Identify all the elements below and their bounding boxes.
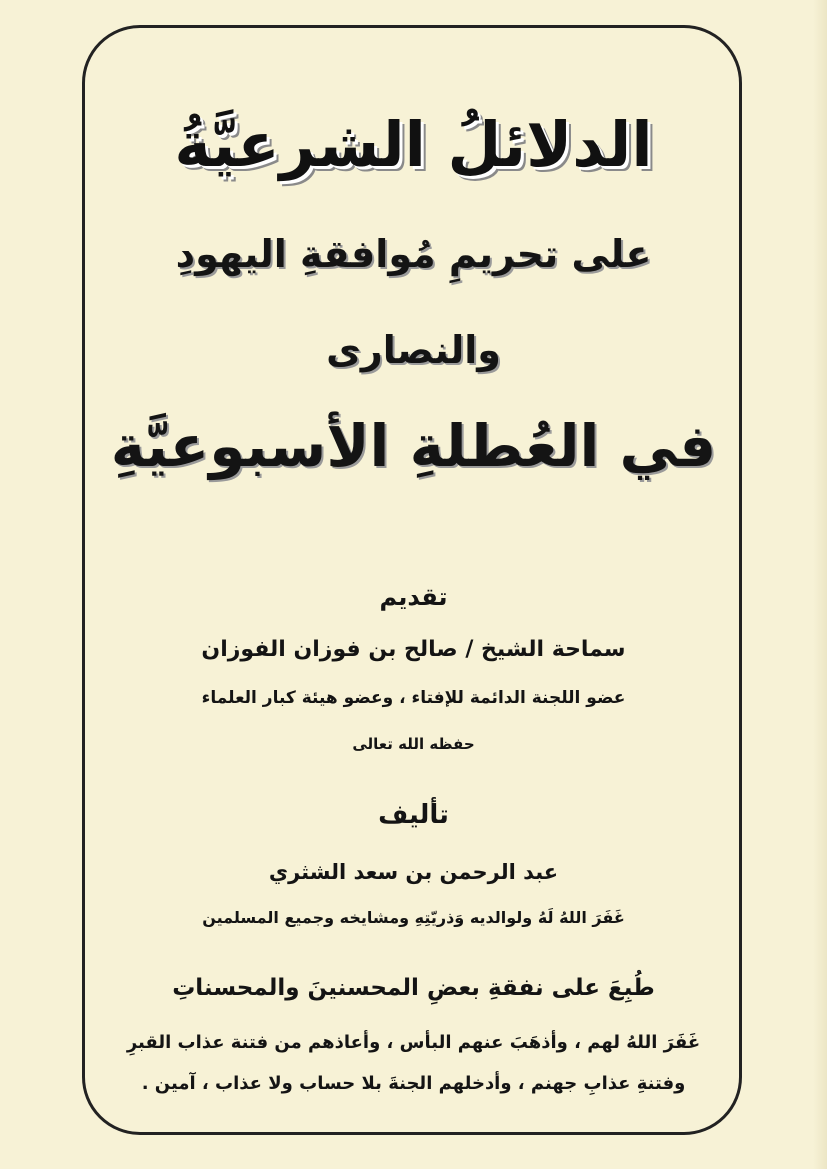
book-title: الدلائلُ الشرعيَّةُ	[174, 108, 653, 181]
presenter-role: عضو اللجنة الدائمة للإفتاء ، وعضو هيئة كبار العلماء	[201, 688, 626, 708]
introduction-label: تقديم	[379, 583, 448, 611]
authorship-label: تأليف	[378, 800, 449, 830]
supplication-line-1: غَفَرَ اللهُ لهم ، وأذهَبَ عنهم البأس ، وأعاذهم من فتنة عذاب القبرِ	[126, 1032, 701, 1053]
cover-frame	[82, 25, 742, 1135]
supplication-line-2: وفتنةِ عذابِ جهنم ، وأدخلهم الجنةَ بلا حساب ولا عذاب ، آمين .	[141, 1073, 686, 1094]
presenter-prayer: حفظه الله تعالى	[352, 735, 475, 753]
presenter-name: سماحة الشيخ / صالح بن فوزان الفوزان	[201, 637, 626, 662]
book-subtitle-line-3: في العُطلةِ الأسبوعيَّةِ	[110, 412, 717, 480]
book-subtitle-line-2: والنصارى	[326, 328, 501, 372]
author-prayer: غَفَرَ اللهُ لَهُ ولوالديه وَذريّتِهِ ومشايخه وجميع المسلمين	[202, 908, 625, 927]
book-subtitle-line-1: على تحريمِ مُوافقةِ اليهودِ	[175, 232, 652, 276]
printing-note: طُبِعَ على نفقةِ بعضِ المحسنينَ والمحسناتِ	[172, 975, 655, 1001]
author-name: عبد الرحمن بن سعد الشثري	[268, 860, 559, 884]
